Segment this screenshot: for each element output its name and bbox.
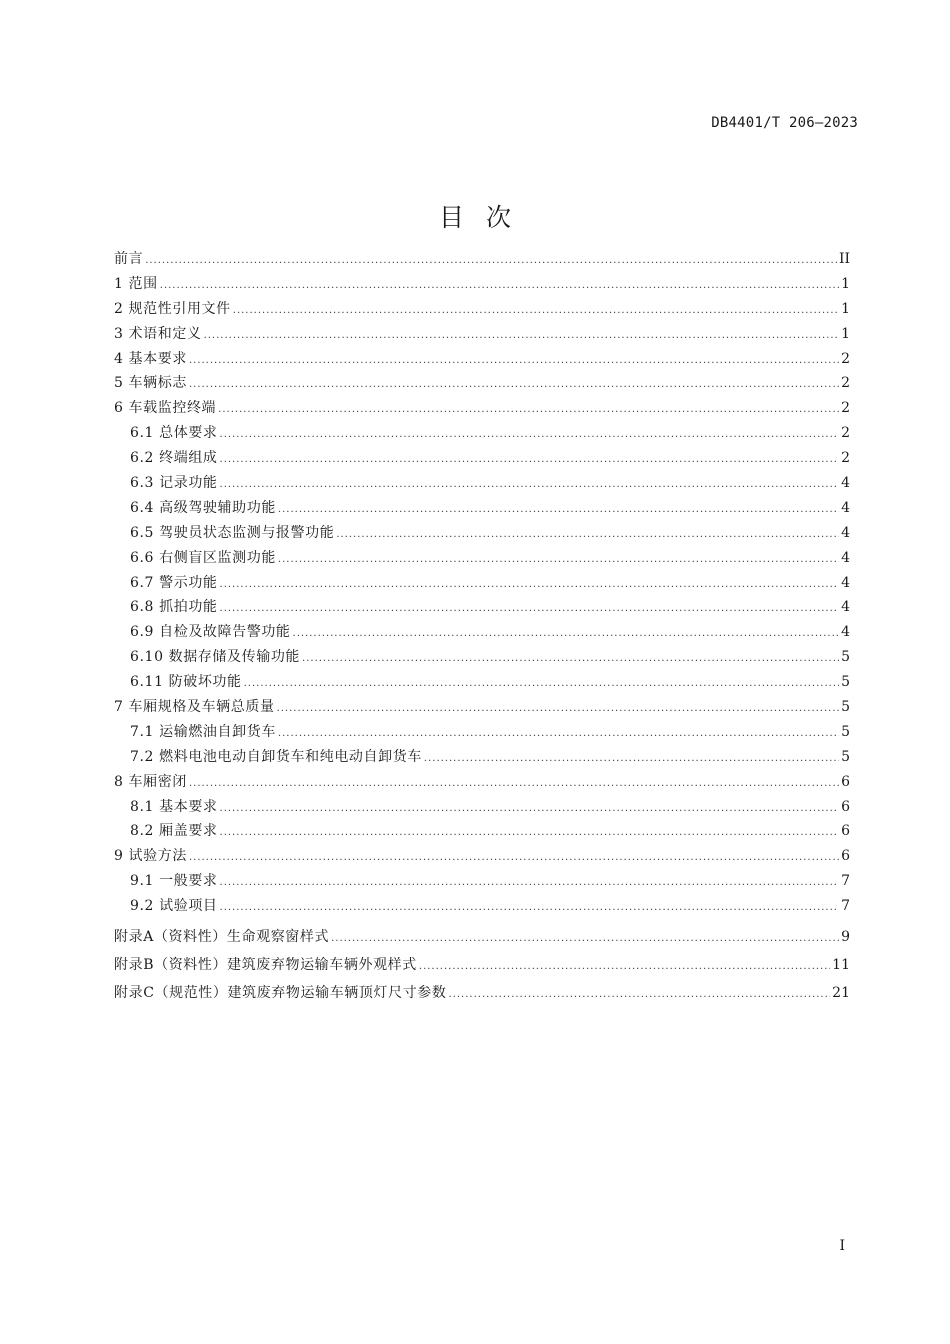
- toc-entry[interactable]: [114, 720, 850, 745]
- toc-entry-page: 2: [841, 450, 850, 467]
- toc-entry-label: 7.1 运输燃油自卸货车: [130, 723, 276, 740]
- toc-dot-leader: [220, 597, 840, 622]
- toc-entry[interactable]: [114, 923, 850, 951]
- toc-entry-page: 5: [841, 699, 850, 716]
- toc-dot-leader: [449, 981, 831, 1009]
- toc-dot-leader: [145, 249, 837, 274]
- toc-entry[interactable]: [114, 795, 850, 820]
- toc-entry[interactable]: [114, 979, 850, 1007]
- toc-dot-leader: [336, 523, 839, 548]
- toc-entry[interactable]: [114, 247, 850, 272]
- toc-entry[interactable]: [114, 446, 850, 471]
- toc-dot-leader: [220, 573, 840, 598]
- toc-entry-page: 2: [841, 350, 850, 367]
- toc-dot-leader: [220, 821, 840, 846]
- toc-entry-page: 5: [841, 674, 850, 691]
- toc-entry[interactable]: [114, 396, 850, 421]
- toc-entry-label: 9 试验方法: [114, 848, 187, 865]
- toc-entry-page: 9: [841, 929, 850, 946]
- toc-entry-label: 7 车厢规格及车辆总质量: [114, 699, 275, 716]
- toc-entry-label: 附录C（规范性）建筑废弃物运输车辆顶灯尺寸参数: [114, 985, 447, 1002]
- toc-dot-leader: [278, 498, 839, 523]
- toc-entry[interactable]: [114, 546, 850, 571]
- toc-entry-label: 6.11 防破坏功能: [130, 674, 242, 691]
- toc-entry-label: 6.3 记录功能: [130, 475, 218, 492]
- toc-dot-leader: [278, 548, 839, 573]
- toc-dot-leader: [189, 772, 839, 797]
- toc-entry-page: 2: [841, 425, 850, 442]
- toc-entry[interactable]: [114, 272, 850, 297]
- toc-entry[interactable]: [114, 421, 850, 446]
- toc-entry-page: 6: [841, 798, 850, 815]
- toc-dot-leader: [220, 448, 840, 473]
- toc-entry[interactable]: [114, 645, 850, 670]
- toc-dot-leader: [278, 722, 839, 747]
- toc-dot-leader: [220, 871, 840, 896]
- toc-dot-leader: [220, 423, 840, 448]
- toc-entry-label: 附录A（资料性）生命观察窗样式: [114, 929, 330, 946]
- toc-entry-label: 7.2 燃料电池电动自卸货车和纯电动自卸货车: [130, 748, 422, 765]
- page-number: I: [839, 1238, 845, 1254]
- toc-dot-leader: [160, 274, 839, 299]
- toc-dot-leader: [233, 299, 839, 324]
- toc-entry-page: 5: [841, 649, 850, 666]
- toc-entry[interactable]: [114, 595, 850, 620]
- toc-dot-leader: [277, 697, 840, 722]
- toc-entry-label: 6.8 抓拍功能: [130, 599, 218, 616]
- toc-entry[interactable]: [114, 869, 850, 894]
- toc-entry-label: 附录B（资料性）建筑废弃物运输车辆外观样式: [114, 957, 417, 974]
- table-of-contents: [114, 247, 850, 1007]
- toc-entry-page: 7: [841, 898, 850, 915]
- toc-entry-page: 2: [841, 375, 850, 392]
- toc-entry[interactable]: [114, 695, 850, 720]
- toc-dot-leader: [189, 373, 839, 398]
- toc-entry-page: 1: [841, 275, 850, 292]
- toc-entry-label: 前言: [114, 251, 144, 267]
- toc-entry-page: 6: [841, 773, 850, 790]
- toc-entry-page: 4: [841, 499, 850, 516]
- toc-entry-page: 5: [841, 723, 850, 740]
- toc-entry-label: 8 车厢密闭: [114, 773, 187, 790]
- page-title: 目次: [438, 203, 533, 232]
- toc-entry[interactable]: [114, 894, 850, 919]
- toc-dot-leader: [220, 896, 840, 921]
- toc-entry-page: 2: [841, 400, 850, 417]
- toc-entry[interactable]: [114, 521, 850, 546]
- toc-entry-label: 6.4 高级驾驶辅助功能: [130, 499, 276, 516]
- toc-entry-label: 6.5 驾驶员状态监测与报警功能: [130, 524, 335, 541]
- toc-entry[interactable]: [114, 347, 850, 372]
- toc-entry-page: 4: [841, 574, 850, 591]
- toc-entry-page: 1: [841, 325, 850, 342]
- toc-entry-label: 6 车载监控终端: [114, 400, 217, 417]
- toc-entry-label: 5 车辆标志: [114, 375, 187, 392]
- toc-entry-page: 5: [841, 748, 850, 765]
- toc-entry[interactable]: [114, 951, 850, 979]
- toc-entry-label: 6.10 数据存储及传输功能: [130, 649, 301, 666]
- toc-entry[interactable]: [114, 819, 850, 844]
- toc-entry[interactable]: [114, 571, 850, 596]
- toc-dot-leader: [220, 473, 840, 498]
- toc-entry-label: 3 术语和定义: [114, 325, 202, 342]
- toc-dot-leader: [293, 622, 840, 647]
- toc-dot-leader: [218, 398, 839, 423]
- toc-entry-page: 6: [841, 823, 850, 840]
- toc-entry[interactable]: [114, 770, 850, 795]
- toc-entry[interactable]: [114, 322, 850, 347]
- toc-entry-label: 9.1 一般要求: [130, 873, 218, 890]
- toc-entry-label: 6.7 警示功能: [130, 574, 218, 591]
- toc-entry[interactable]: [114, 745, 850, 770]
- toc-entry-page: 1: [841, 300, 850, 317]
- toc-entry-page: 4: [841, 475, 850, 492]
- toc-entry-page: 4: [841, 624, 850, 641]
- toc-entry-label: 6.2 终端组成: [130, 450, 218, 467]
- toc-dot-leader: [419, 953, 830, 981]
- toc-entry-page: 11: [832, 957, 850, 974]
- toc-entry-page: 4: [841, 549, 850, 566]
- toc-entry[interactable]: [114, 496, 850, 521]
- toc-entry-label: 6.9 自检及故障告警功能: [130, 624, 291, 641]
- toc-dot-leader: [189, 349, 839, 374]
- toc-entry-page: 6: [841, 848, 850, 865]
- toc-entry-label: 6.6 右侧盲区监测功能: [130, 549, 276, 566]
- toc-dot-leader: [424, 747, 839, 772]
- toc-entry[interactable]: [114, 297, 850, 322]
- toc-entry-label: 6.1 总体要求: [130, 425, 218, 442]
- toc-entry-page: 7: [841, 873, 850, 890]
- toc-entry[interactable]: [114, 620, 850, 645]
- toc-entry[interactable]: [114, 844, 850, 869]
- toc-entry[interactable]: [114, 670, 850, 695]
- toc-entry-label: 2 规范性引用文件: [114, 300, 231, 317]
- toc-entry-label: 8.1 基本要求: [130, 798, 218, 815]
- document-code: DB4401/T 206—2023: [711, 115, 858, 131]
- toc-dot-leader: [204, 324, 840, 349]
- toc-dot-leader: [244, 672, 839, 697]
- toc-entry-label: 9.2 试验项目: [130, 898, 218, 915]
- toc-dot-leader: [220, 797, 840, 822]
- toc-entry[interactable]: [114, 371, 850, 396]
- toc-dot-leader: [331, 925, 839, 953]
- toc-dot-leader: [302, 647, 839, 672]
- toc-entry-page: 4: [841, 599, 850, 616]
- toc-entry-label: 4 基本要求: [114, 350, 187, 367]
- toc-entry-page: 21: [832, 985, 850, 1002]
- toc-entry-label: 8.2 厢盖要求: [130, 823, 218, 840]
- toc-dot-leader: [189, 846, 839, 871]
- toc-entry[interactable]: [114, 471, 850, 496]
- toc-entry-page: 4: [841, 524, 850, 541]
- toc-entry-label: 1 范围: [114, 275, 158, 292]
- toc-entry-page: II: [838, 251, 850, 267]
